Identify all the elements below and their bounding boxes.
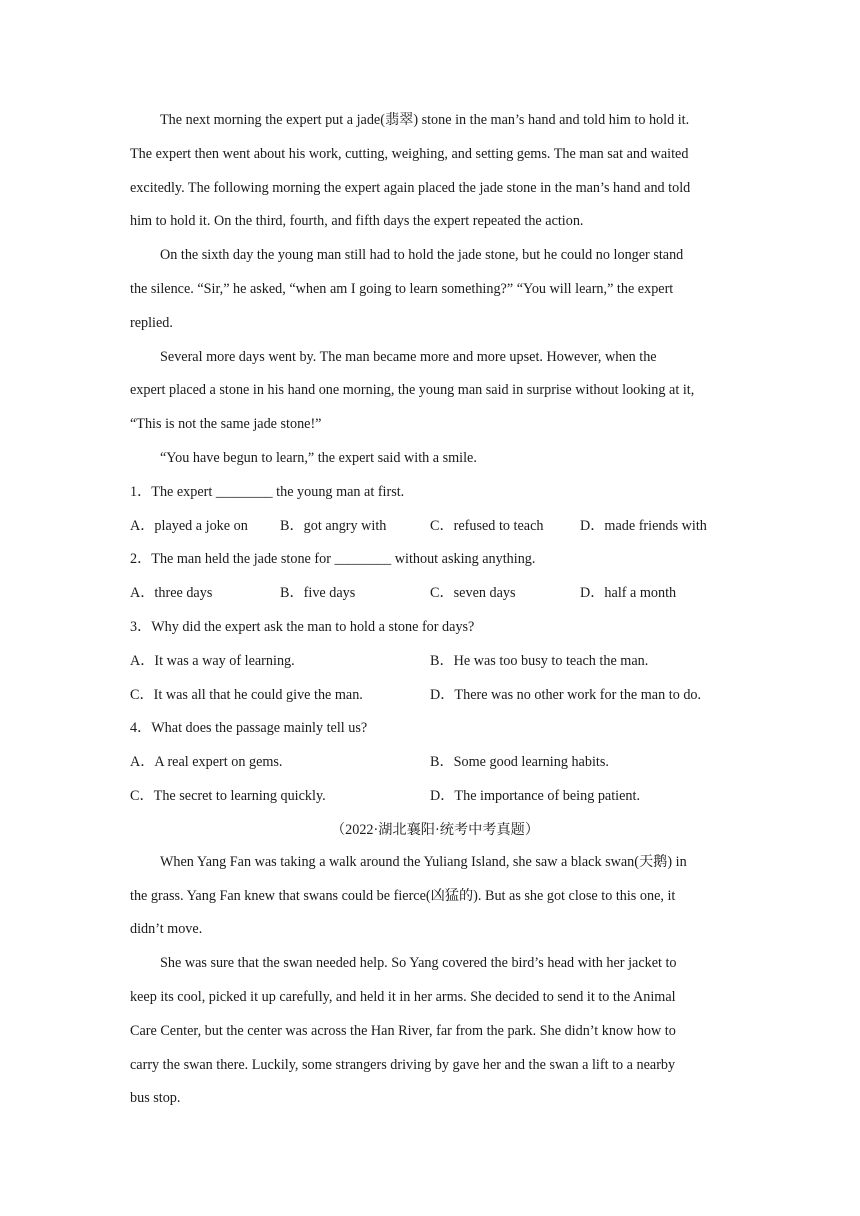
answer-options-row-2 — [130, 679, 740, 713]
question-3 — [130, 611, 740, 712]
paragraph-line: The expert then went about his work, cutting, weighing, and setting gems. The man sat and waited — [130, 145, 689, 162]
option-b[interactable]: B．five days — [280, 585, 356, 602]
option-d[interactable]: D．half a month — [580, 585, 677, 602]
paragraph-line: The next morning the expert put a jade(翡翠) stone in the man’s hand and told him to hold it. — [160, 112, 690, 128]
source-note: （2022·湖北襄阳·统考中考真题） — [330, 821, 540, 838]
option-a[interactable]: A．three days — [130, 585, 213, 602]
paragraph-line: carry the swan there. Luckily, some strangers driving by gave her and the swan a lift to a nearby — [130, 1056, 676, 1073]
option-c[interactable]: C．It was all that he could give the man. — [130, 686, 363, 703]
paragraph-line: keep its cool, picked it up carefully, and held it in her arms. She decided to send it to the Animal — [130, 988, 676, 1005]
answer-options — [130, 510, 740, 544]
paragraph-line: Care Center, but the center was across the Han River, far from the park. She didn’t know how to — [130, 1022, 676, 1039]
answer-options-row-1 — [130, 746, 740, 780]
paragraph-line: bus stop. — [130, 1090, 181, 1107]
passage-2 — [130, 846, 740, 1116]
paragraph-line: the silence. “Sir,” he asked, “when am I going to learn something?” “You will learn,” the expert — [130, 280, 674, 297]
paragraph-line: expert placed a stone in his hand one morning, the young man said in surprise without looking at it, — [130, 382, 695, 399]
answer-options — [130, 577, 740, 611]
paragraph-line: him to hold it. On the third, fourth, and fifth days the expert repeated the action. — [130, 213, 584, 230]
paragraph-line: “You have begun to learn,” the expert said with a smile. — [160, 449, 477, 466]
option-b[interactable]: B．He was too busy to teach the man. — [430, 652, 649, 669]
paragraph-line: “This is not the same jade stone!” — [130, 416, 322, 433]
question-stem: 2．The man held the jade stone for ________ without asking anything. — [130, 551, 536, 568]
question-stem: 4．What does the passage mainly tell us? — [130, 720, 368, 737]
question-4 — [130, 712, 740, 813]
document-page — [130, 104, 740, 1116]
option-a[interactable]: A．It was a way of learning. — [130, 652, 295, 669]
question-stem: 1．The expert ________ the young man at first. — [130, 483, 405, 500]
paragraph-line: She was sure that the swan needed help. So Yang covered the bird’s head with her jacket to — [160, 955, 677, 972]
option-c[interactable]: C．refused to teach — [430, 517, 544, 534]
option-a[interactable]: A．played a joke on — [130, 517, 248, 534]
paragraph-line: On the sixth day the young man still had to hold the jade stone, but he could no longer stand — [160, 247, 684, 264]
paragraph-line: Several more days went by. The man became more and more upset. However, when the — [160, 348, 657, 365]
option-b[interactable]: B．Some good learning habits. — [430, 754, 609, 771]
answer-options-row-2 — [130, 780, 740, 814]
paragraph-line: didn’t move. — [130, 921, 203, 938]
option-d[interactable]: D．made friends with — [580, 517, 707, 534]
question-1 — [130, 476, 740, 544]
passage-1 — [130, 104, 740, 476]
paragraph-line: the grass. Yang Fan knew that swans could be fierce(凶猛的). But as she got close to this one, it — [130, 887, 676, 904]
paragraph-line: replied. — [130, 314, 173, 331]
question-2 — [130, 543, 740, 611]
option-c[interactable]: C．seven days — [430, 585, 516, 602]
option-c[interactable]: C．The secret to learning quickly. — [130, 787, 326, 804]
paragraph-line: When Yang Fan was taking a walk around the Yuliang Island, she saw a black swan(天鹅) in — [160, 853, 687, 870]
option-d[interactable]: D．There was no other work for the man to do. — [430, 686, 702, 703]
option-a[interactable]: A．A real expert on gems. — [130, 754, 283, 771]
option-d[interactable]: D．The importance of being patient. — [430, 787, 640, 804]
answer-options-row-1 — [130, 645, 740, 679]
option-b[interactable]: B．got angry with — [280, 517, 387, 534]
question-stem: 3．Why did the expert ask the man to hold a stone for days? — [130, 618, 475, 635]
paragraph-line: excitedly. The following morning the expert again placed the jade stone in the man’s hand and told — [130, 179, 691, 196]
